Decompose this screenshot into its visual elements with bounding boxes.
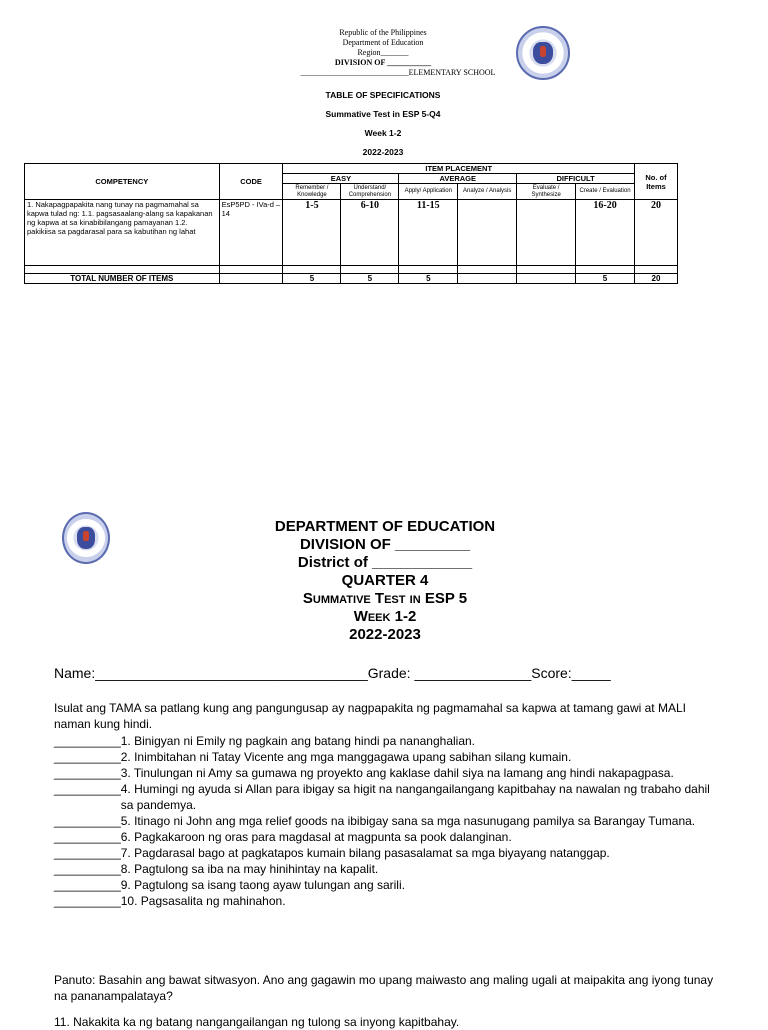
list-item xyxy=(54,733,714,749)
easy-header: EASY xyxy=(283,174,399,184)
total-items: 20 xyxy=(634,274,677,284)
apply-cell: 11-15 xyxy=(399,200,458,266)
average-header: AVERAGE xyxy=(399,174,517,184)
deped-seal-icon xyxy=(516,26,570,80)
list-item xyxy=(54,893,714,909)
table-of-specifications xyxy=(24,163,678,284)
answer-blank: __________ xyxy=(54,750,121,764)
tos-title: TABLE OF SPECIFICATIONS xyxy=(325,90,441,100)
list-item xyxy=(54,829,714,845)
item-text: 10. Pagsasalita ng mahinahon. xyxy=(120,894,286,908)
difficult-header: DIFFICULT xyxy=(517,174,635,184)
answer-blank: __________ xyxy=(54,862,121,876)
division-title: DIVISION OF _________ xyxy=(299,536,471,553)
subheader-evaluate: Evaluate / Synthesize xyxy=(517,184,576,200)
list-item xyxy=(54,765,714,781)
answer-blank: __________ xyxy=(54,894,121,908)
table-row-empty xyxy=(25,266,678,274)
answer-blank: __________ xyxy=(54,734,121,748)
division-line: DIVISION OF ___________ xyxy=(334,58,432,67)
year-title: 2022-2023 xyxy=(349,626,421,643)
tos-titles xyxy=(230,90,536,166)
item-text: 2. Inimbitahan ni Tatay Vicente ang mga manggagawa upang sabihan silang kumain. xyxy=(120,750,572,764)
item-text: 3. Tinulungan ni Amy sa gumawa ng proyekto ang kaklase dahil siya na lamang ang hindi nakapagpasa. xyxy=(120,766,674,780)
dept-title: DEPARTMENT OF EDUCATION xyxy=(274,518,496,535)
test-title: Summative Test in ESP 5 xyxy=(302,590,468,607)
page1-header xyxy=(250,28,516,78)
items-count-cell: 20 xyxy=(634,200,677,266)
page2-header xyxy=(200,518,570,644)
evaluate-cell xyxy=(517,200,576,266)
tos-week: Week 1-2 xyxy=(364,128,402,138)
total-label: TOTAL NUMBER OF ITEMS xyxy=(25,274,220,284)
total-evaluate xyxy=(517,274,576,284)
answer-blank: __________ xyxy=(54,782,121,796)
subheader-analyze: Analyze / Analysis xyxy=(458,184,517,200)
answer-blank: __________ xyxy=(54,846,121,860)
item-text: 8. Pagtulong sa iba na may hinihintay na kapalit. xyxy=(120,862,379,876)
total-analyze xyxy=(458,274,517,284)
total-apply: 5 xyxy=(399,274,458,284)
quarter-title: QUARTER 4 xyxy=(341,572,429,589)
items-count-header: No. of Items xyxy=(634,164,677,200)
republic-line: Republic of the Philippines xyxy=(339,28,427,37)
tos-year: 2022-2023 xyxy=(362,147,404,157)
understand-cell: 6-10 xyxy=(341,200,399,266)
analyze-cell xyxy=(458,200,517,266)
region-line: Region_______ xyxy=(357,48,409,57)
tos-subtitle: Summative Test in ESP 5-Q4 xyxy=(325,109,441,119)
competency-cell: 1. Nakapagpapakita nang tunay na pagmamahal sa kapwa tulad ng: 1.1. pagsasaalang-alang sa kapakanan ng kapwa at sa kinabibilangang pamayanan 1.2. pakikiisa sa pagdarasal para sa kabutihan ng lahat xyxy=(25,200,220,266)
remember-cell: 1-5 xyxy=(283,200,341,266)
test-items xyxy=(54,733,714,909)
table-row xyxy=(25,200,678,266)
school-line: ___________________________ELEMENTARY SCHOOL xyxy=(300,68,496,77)
subheader-remember: Remember / Knowledge xyxy=(283,184,341,200)
item-text: 6. Pagkakaroon ng oras para magdasal at magpunta sa pook dalanginan. xyxy=(120,830,512,844)
department-line: Department of Education xyxy=(342,38,424,47)
answer-blank: __________ xyxy=(54,766,121,780)
answer-blank: __________ xyxy=(54,814,121,828)
list-item xyxy=(54,749,714,765)
instructions: Isulat ang TAMA sa patlang kung ang pangungusap ay nagpapakita ng pagmamahal sa kapwa at tamang gawi at MALI naman kung hindi. xyxy=(54,701,686,731)
list-item xyxy=(54,861,714,877)
item-text: 9. Pagtulong sa isang taong ayaw tulungan ang sarili. xyxy=(120,878,405,892)
subheader-create: Create / Evaluation xyxy=(576,184,635,200)
panuto-instructions: Panuto: Basahin ang bawat sitwasyon. Ano ang gagawin mo upang maiwasto ang maling ugali at maipakita ang iyong tunay na pananampalataya? xyxy=(54,973,714,1003)
create-cell: 16-20 xyxy=(576,200,635,266)
name-grade-score-line: Name:___________________________________Grade: _______________Score:_____ xyxy=(54,665,611,681)
code-cell: EsP5PD - IVa-d – 14 xyxy=(219,200,283,266)
district-title: District of ____________ xyxy=(297,554,473,571)
table-total-row xyxy=(25,274,678,284)
answer-blank: __________ xyxy=(54,878,121,892)
list-item xyxy=(54,813,714,829)
item-text: 5. Itinago ni John ang mga relief goods na ibibigay sana sa mga nasunugang pamilya sa Barangay Tumana. xyxy=(120,814,696,828)
deped-seal-icon xyxy=(62,512,110,564)
item-text: 1. Binigyan ni Emily ng pagkain ang batang hindi pa nananghalian. xyxy=(120,734,476,748)
competency-header: COMPETENCY xyxy=(25,164,220,200)
item-placement-header: ITEM PLACEMENT xyxy=(283,164,635,174)
total-remember: 5 xyxy=(283,274,341,284)
list-item xyxy=(54,845,714,861)
code-header: CODE xyxy=(219,164,283,200)
total-understand: 5 xyxy=(341,274,399,284)
total-create: 5 xyxy=(576,274,635,284)
partial-item-line: 11. Nakakita ka ng batang nangangailangan ng tulong sa inyong kapitbahay. xyxy=(54,1015,460,1029)
subheader-understand: Understand/ Comprehension xyxy=(341,184,399,200)
week-title: Week 1-2 xyxy=(353,608,417,625)
answer-blank: __________ xyxy=(54,830,121,844)
item-text: 4. Humingi ng ayuda si Allan para ibigay sa higit na nangangailangang kapitbahay na nawalan ng trabaho dahil sa pandemya. xyxy=(120,782,710,812)
list-item xyxy=(54,877,714,893)
list-item xyxy=(54,781,714,813)
subheader-apply: Apply/ Application xyxy=(399,184,458,200)
item-text: 7. Pagdarasal bago at pagkatapos kumain bilang pasasalamat sa mga biyayang natanggap. xyxy=(120,846,610,860)
